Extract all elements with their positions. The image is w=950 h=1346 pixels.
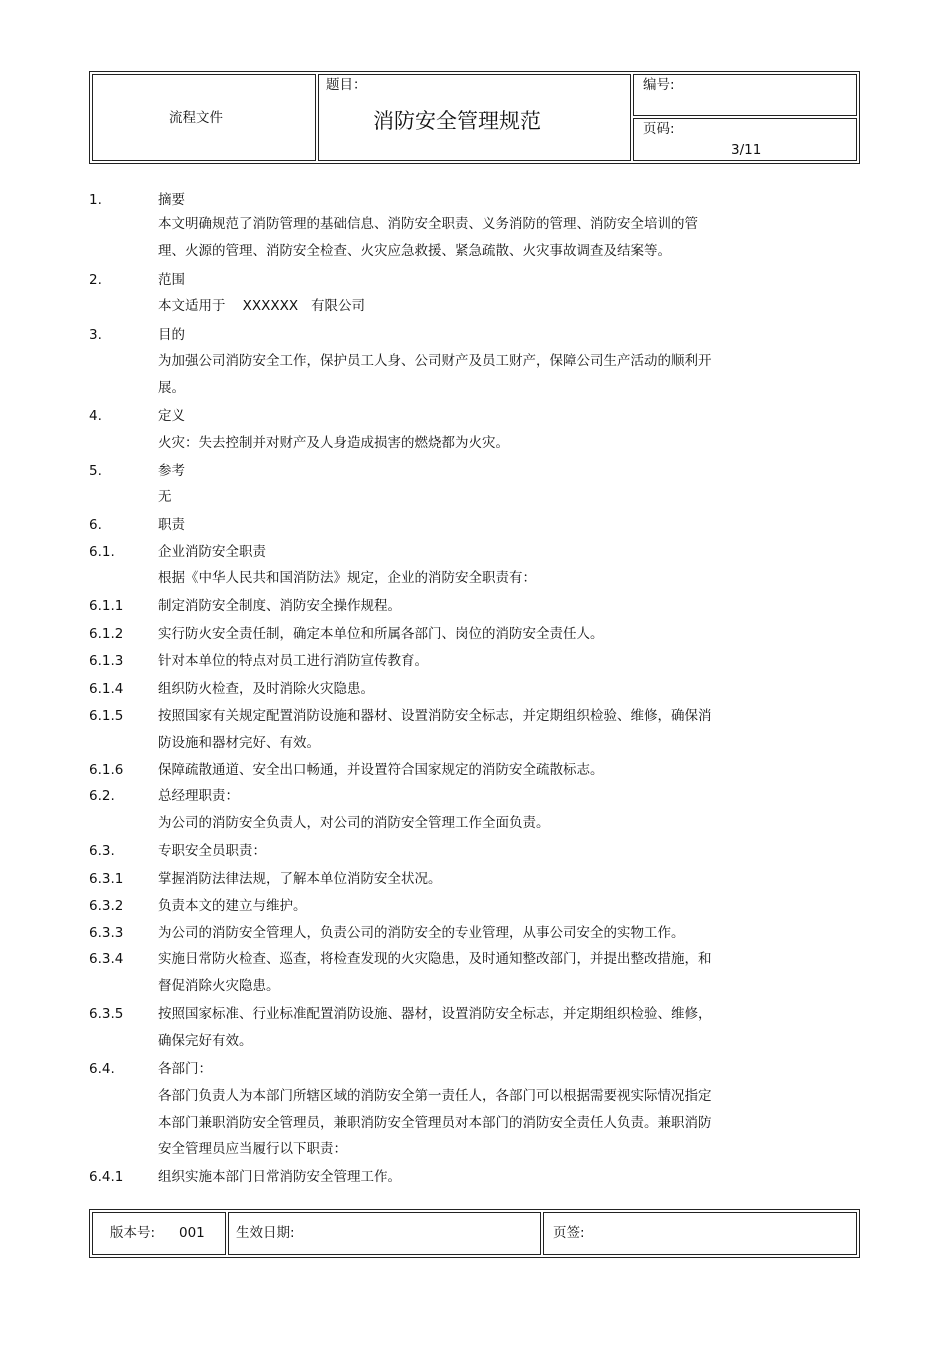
section-number: 6.: [89, 517, 102, 533]
section-heading: 组织实施本部门日常消防安全管理工作。: [158, 1169, 401, 1185]
section-heading: 按照国家有关规定配置消防设施和器材、设置消防安全标志，并定期组织检验、维修，确保消: [158, 708, 712, 724]
body-text-line: 督促消除火灾隐患。: [158, 978, 280, 994]
section-number: 6.1.1: [89, 598, 124, 614]
page-label: 页码:: [643, 121, 675, 137]
section-number: 6.3.4: [89, 951, 124, 967]
section-heading: 保障疏散通道、安全出口畅通，并设置符合国家规定的消防安全疏散标志。: [158, 762, 604, 778]
body-text-line: 为加强公司消防安全工作，保护员工人身、公司财产及员工财产，保障公司生产活动的顺利开: [158, 353, 712, 369]
section-number: 6.1.: [89, 544, 115, 560]
version-label: 版本号:: [110, 1225, 156, 1241]
effective-date-label: 生效日期:: [236, 1225, 295, 1241]
page-sign-label: 页签:: [553, 1225, 585, 1241]
effective-date-cell: [228, 1212, 541, 1255]
section-heading: 参考: [158, 463, 185, 479]
section-number: 6.1.4: [89, 681, 124, 697]
title-label: 题目：: [326, 77, 367, 93]
title-cell: [318, 74, 631, 161]
section-heading: 实施日常防火检查、巡查，将检查发现的火灾隐患，及时通知整改部门，并提出整改措施，和: [158, 951, 712, 967]
body-text-line: 本文明确规范了消防管理的基础信息、消防安全职责、义务消防的管理、消防安全培训的管: [158, 216, 698, 232]
doc-type-cell: [92, 74, 316, 161]
body-text-line: 本文适用于 XXXXXX 有限公司: [158, 298, 366, 314]
section-heading: 目的: [158, 327, 185, 343]
doc-title: 消防安全管理规范: [373, 109, 541, 133]
section-number: 6.2.: [89, 788, 115, 804]
section-number: 6.3.2: [89, 898, 124, 914]
section-heading: 负责本文的建立与维护。: [158, 898, 307, 914]
section-number: 6.4.1: [89, 1169, 124, 1185]
body-text-line: 确保完好有效。: [158, 1033, 253, 1049]
section-number: 2.: [89, 272, 102, 288]
section-heading: 组织防火检查，及时消除火灾隐患。: [158, 681, 374, 697]
body-text-line: 安全管理员应当履行以下职责：: [158, 1141, 347, 1157]
version-cell: [92, 1212, 226, 1255]
section-number: 6.3.5: [89, 1006, 124, 1022]
section-heading: 制定消防安全制度、消防安全操作规程。: [158, 598, 401, 614]
section-number: 3.: [89, 327, 102, 343]
body-text-line: 根据《中华人民共和国消防法》规定，企业的消防安全职责有：: [158, 570, 536, 586]
section-number: 4.: [89, 408, 102, 424]
page-cell: [633, 118, 857, 161]
number-cell: [633, 74, 857, 116]
section-heading: 企业消防安全职责: [158, 544, 266, 560]
section-number: 6.1.3: [89, 653, 124, 669]
body-text-line: 防设施和器材完好、有效。: [158, 735, 320, 751]
body-text-line: 各部门负责人为本部门所辖区域的消防安全第一责任人，各部门可以根据需要视实际情况指定: [158, 1088, 712, 1104]
body-text-line: 理、火源的管理、消防安全检查、火灾应急救援、紧急疏散、火灾事故调查及结案等。: [158, 243, 671, 259]
section-number: 6.1.5: [89, 708, 124, 724]
body-text-line: 无: [158, 489, 172, 505]
number-label: 编号:: [643, 77, 675, 93]
section-number: 6.1.2: [89, 626, 124, 642]
section-number: 6.1.6: [89, 762, 124, 778]
body-text-line: 为公司的消防安全负责人，对公司的消防安全管理工作全面负责。: [158, 815, 550, 831]
section-number: 6.3.3: [89, 925, 124, 941]
section-heading: 按照国家标准、行业标准配置消防设施、器材，设置消防安全标志，并定期组织检验、维修，: [158, 1006, 712, 1022]
section-number: 6.4.: [89, 1061, 115, 1077]
section-heading: 范围: [158, 272, 185, 288]
section-heading: 为公司的消防安全管理人，负责公司的消防安全的专业管理，从事公司安全的实物工作。: [158, 925, 685, 941]
section-number: 6.3.: [89, 843, 115, 859]
section-number: 5.: [89, 463, 102, 479]
section-heading: 实行防火安全责任制，确定本单位和所属各部门、岗位的消防安全责任人。: [158, 626, 604, 642]
section-heading: 总经理职责：: [158, 788, 239, 804]
section-heading: 摘要: [158, 192, 185, 208]
body-text-line: 本部门兼职消防安全管理员，兼职消防安全管理员对本部门的消防安全责任人负责。兼职消防: [158, 1115, 712, 1131]
body-text-line: 展。: [158, 380, 185, 396]
section-heading: 针对本单位的特点对员工进行消防宣传教育。: [158, 653, 428, 669]
section-number: 6.3.1: [89, 871, 124, 887]
page-sign-cell: [543, 1212, 857, 1255]
section-number: 1.: [89, 192, 102, 208]
section-heading: 定义: [158, 408, 185, 424]
section-heading: 职责: [158, 517, 185, 533]
page-number: 3/11: [731, 142, 762, 158]
body-text-line: 火灾：失去控制并对财产及人身造成损害的燃烧都为火灾。: [158, 435, 509, 451]
section-heading: 各部门：: [158, 1061, 212, 1077]
section-heading: 掌握消防法律法规，了解本单位消防安全状况。: [158, 871, 442, 887]
version-number: 001: [179, 1225, 205, 1241]
doc-type: 流程文件: [169, 110, 223, 126]
section-heading: 专职安全员职责：: [158, 843, 266, 859]
